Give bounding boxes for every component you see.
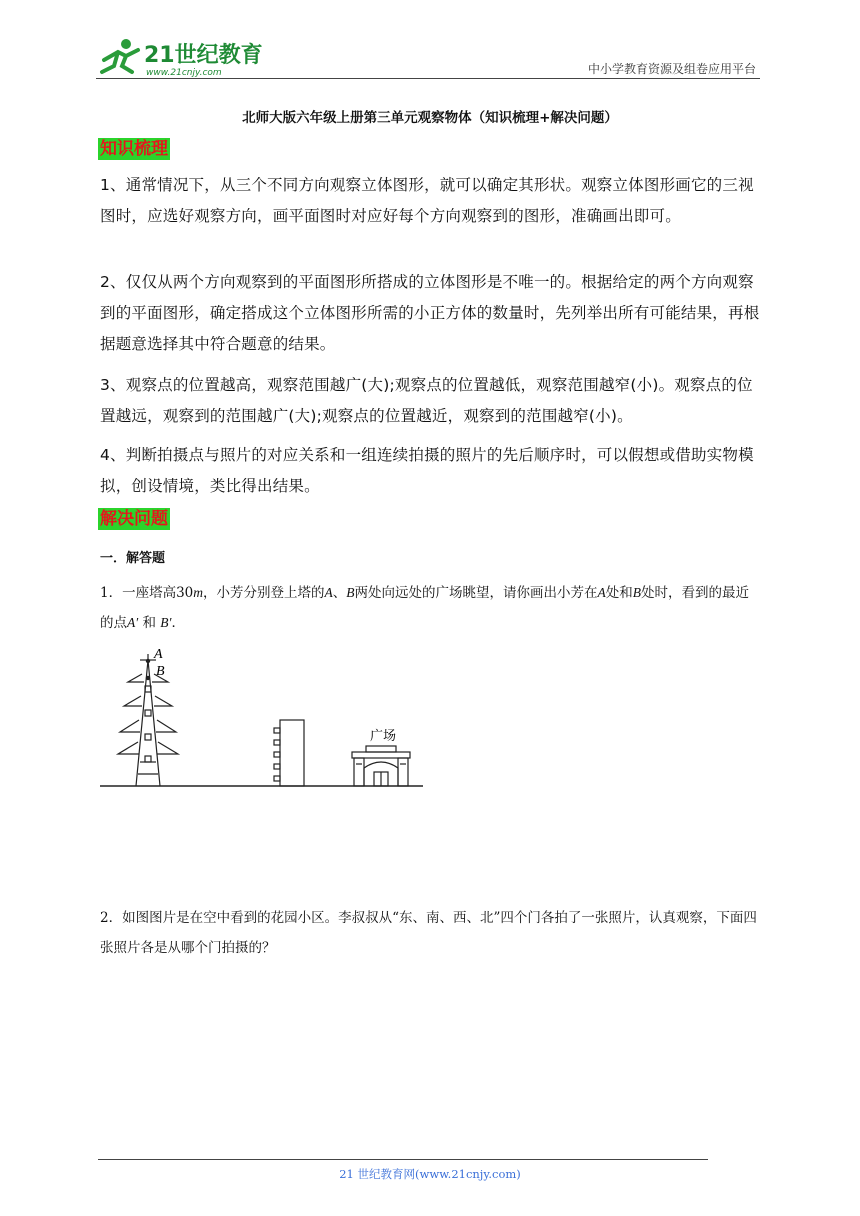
solve-tag-label: 解决问题 — [100, 509, 168, 529]
question-1: 1．一座塔高30m，小芳分别登上塔的A、B两处向远处的广场眺望，请你画出小芳在A处和B处时，看到的最近的点A′ 和 B′． — [100, 585, 750, 631]
header-divider — [96, 78, 760, 79]
runner-icon — [102, 39, 138, 72]
knowledge-point-2: 2、仅仅从两个方向观察到的平面图形所搭成的立体图形是不唯一的。根据给定的两个方向观察到的平面图形，确定搭成这个立体图形所需的小正方体的数量时，先列举出所有可能结果，再根据题意选择其中符合题意的结果。 — [100, 273, 760, 353]
label-a: A — [154, 647, 163, 662]
point-b — [146, 676, 150, 680]
knowledge-point-3: 3、观察点的位置越高，观察范围越广(大);观察点的位置越低，观察范围越窄(小)。观察点的位置越远，观察到的范围越广(大);观察点的位置越近，观察到的范围越窄(小)。 — [100, 376, 753, 425]
footer-link[interactable]: 21 世纪教育网(www.21cnjy.com) — [339, 1167, 521, 1181]
document-title: 北师大版六年级上册第三单元观察物体（知识梳理+解决问题） — [242, 110, 618, 126]
logo-url: www.21cnjy.com — [146, 68, 222, 78]
knowledge-tag — [98, 138, 170, 160]
plaza-gate — [352, 746, 410, 786]
platform-name: 中小学教育资源及组卷应用平台 — [587, 62, 756, 76]
knowledge-point-1: 1、通常情况下，从三个不同方向观察立体图形，就可以确定其形状。观察立体图形画它的三视图时，应选好观察方向，画平面图时对应好每个方向观察到的图形，准确画出即可。 — [100, 176, 754, 225]
building — [274, 720, 304, 786]
knowledge-tag-label: 知识梳理 — [100, 139, 168, 159]
section-title: 一．解答题 — [100, 551, 166, 566]
point-a — [146, 659, 150, 663]
question-2: 2．如图图片是在空中看到的花园小区。李叔叔从“东、南、西、北”四个门各拍了一张照片，认真观察，下面四张照片各是从哪个门拍摄的？ — [100, 910, 757, 956]
tower — [118, 654, 178, 786]
label-b: B — [156, 664, 165, 679]
site-logo — [96, 36, 266, 80]
logo-text: 21世纪教育 — [144, 43, 263, 68]
knowledge-point-4: 4、判断拍摄点与照片的对应关系和一组连续拍摄的照片的先后顺序时，可以假想或借助实物模拟，创设情境，类比得出结果。 — [100, 446, 754, 495]
footer-divider — [98, 1159, 708, 1160]
tower-plaza-figure — [98, 644, 428, 794]
solve-tag — [98, 508, 170, 530]
plaza-label: 广场 — [370, 729, 397, 744]
